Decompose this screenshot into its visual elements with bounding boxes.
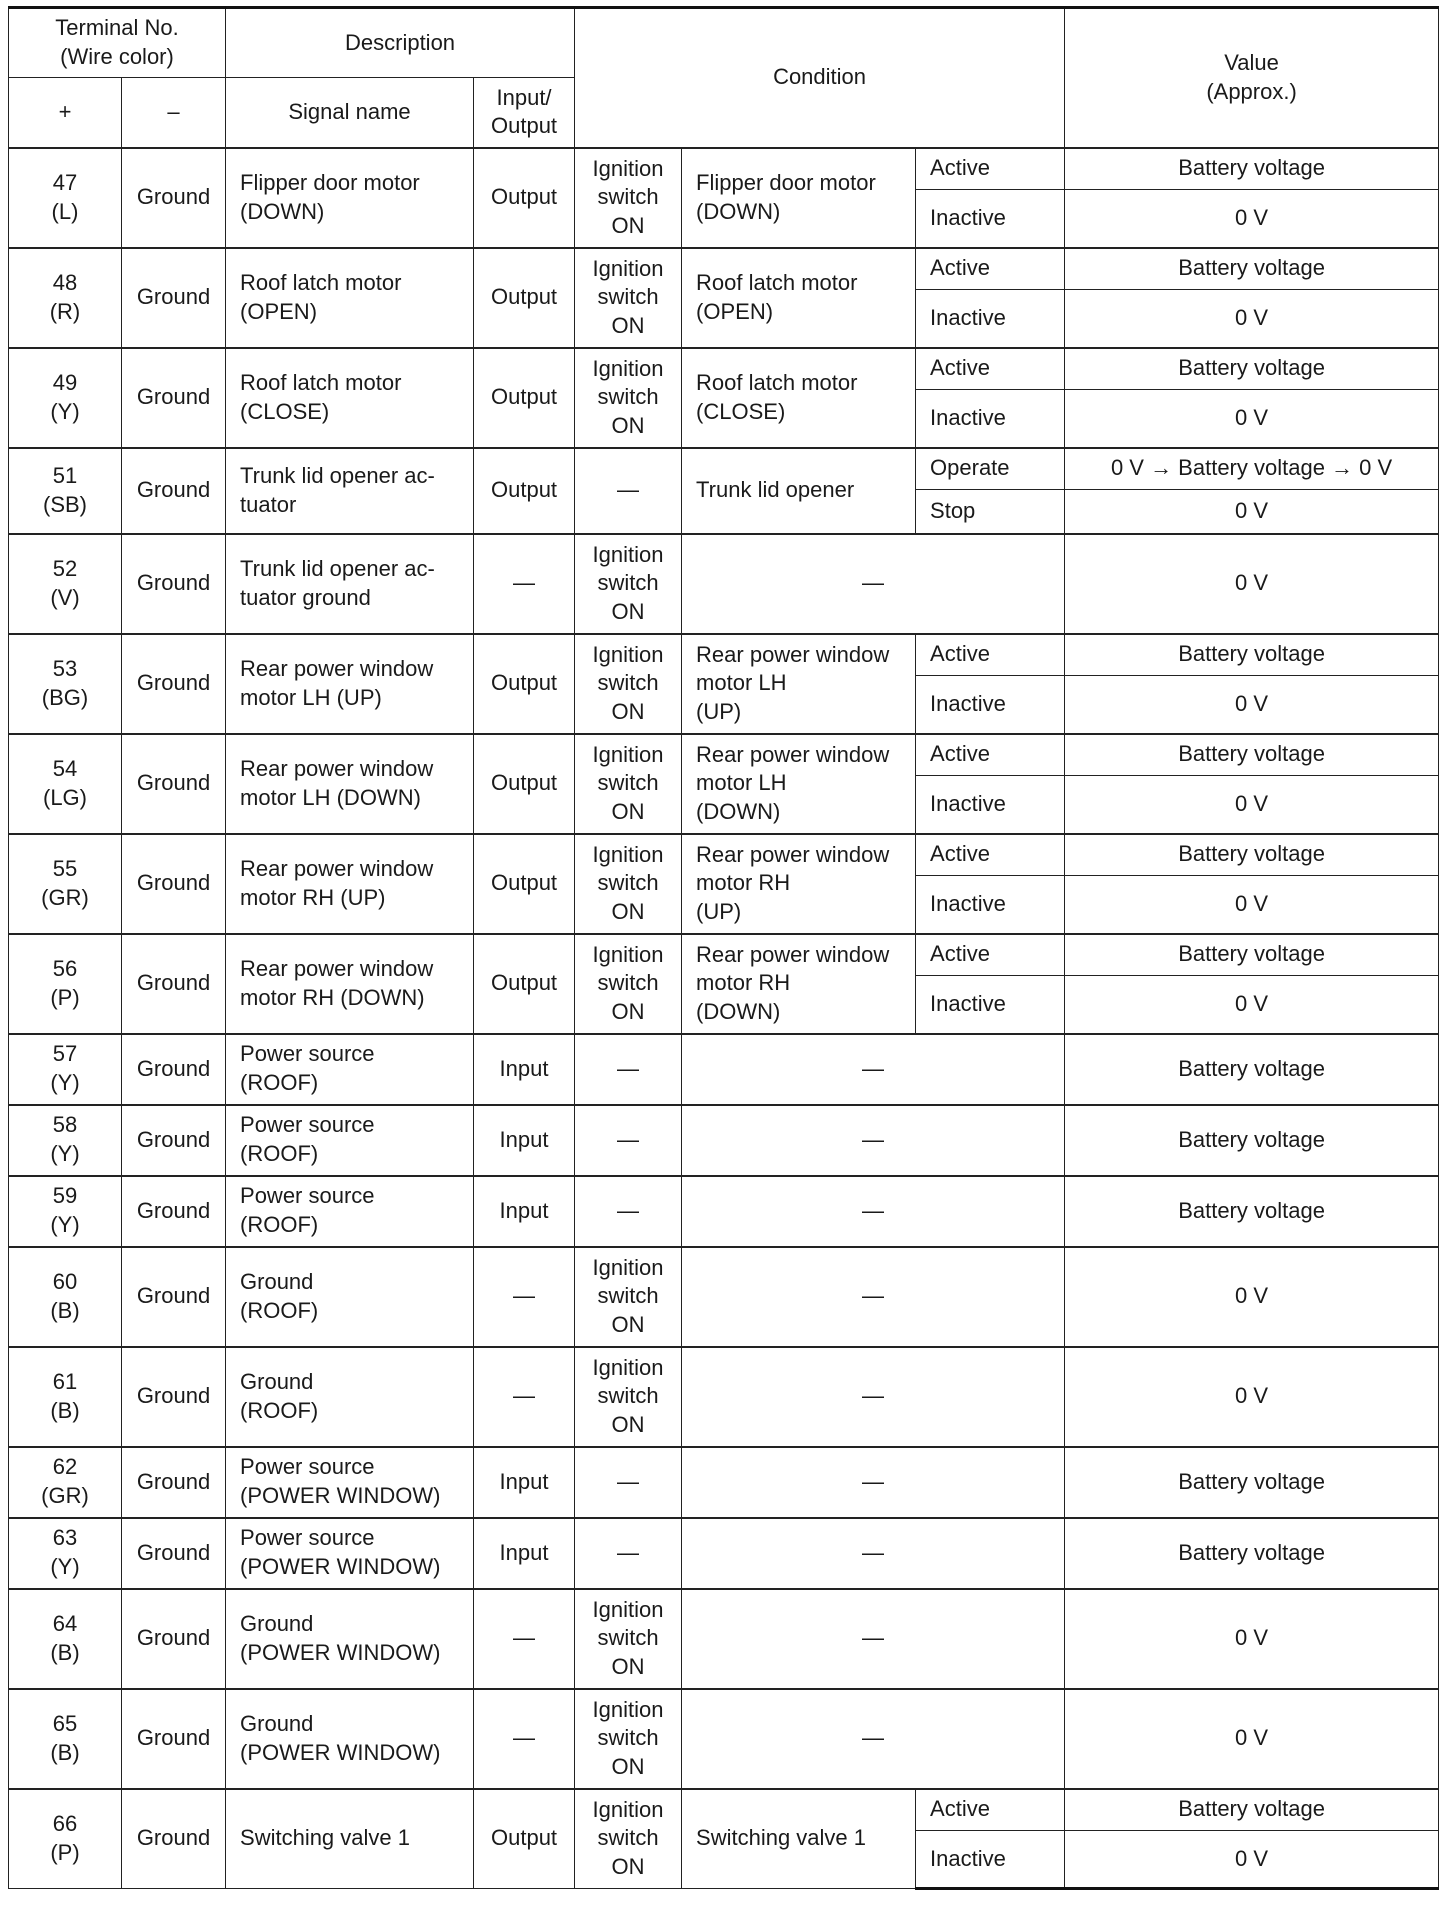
terminal-header: Terminal No. (Wire color) [9,8,226,78]
terminal-cell: 56 (P) [9,934,122,1034]
condition-detail-cell: Flipper door motor (DOWN) [682,148,916,248]
value-cell: 0 V [1065,1347,1439,1447]
terminal-cell: 65 (B) [9,1689,122,1789]
condition-cell: Ignition switch ON [575,934,682,1034]
condition-detail-cell: Rear power window motor LH (DOWN) [682,734,916,834]
io-cell: Output [474,834,575,934]
condition-cell: — [575,1447,682,1518]
ground-cell: Ground [122,634,226,734]
io-cell: Output [474,248,575,348]
ground-cell: Ground [122,1789,226,1889]
value-cell: Battery voltage [1065,248,1439,290]
ground-cell: Ground [122,934,226,1034]
io-cell: Input [474,1105,575,1176]
value-cell: 0 V [1065,390,1439,448]
state-cell: Active [916,348,1065,390]
table-row [9,1347,1439,1447]
signal-name-cell: Rear power window motor LH (DOWN) [226,734,474,834]
value-cell: 0 V [1065,776,1439,834]
io-cell: — [474,1247,575,1347]
value-cell: 0 V [1065,190,1439,248]
value-cell: Battery voltage [1065,934,1439,976]
terminal-cell: 61 (B) [9,1347,122,1447]
ground-cell: Ground [122,1589,226,1689]
terminal-cell: 47 (L) [9,148,122,248]
io-cell: Input [474,1447,575,1518]
io-cell: Input [474,1518,575,1589]
signal-name-cell: Rear power window motor RH (UP) [226,834,474,934]
condition-detail-cell: Rear power window motor RH (DOWN) [682,934,916,1034]
value-header: Value (Approx.) [1065,8,1439,148]
ground-cell: Ground [122,1347,226,1447]
condition-detail-cell: — [682,1518,1065,1589]
condition-cell: Ignition switch ON [575,734,682,834]
description-header: Description [226,8,575,78]
io-cell: Output [474,448,575,534]
condition-cell: Ignition switch ON [575,1247,682,1347]
condition-detail-cell: — [682,1105,1065,1176]
terminal-cell: 64 (B) [9,1589,122,1689]
terminal-cell: 55 (GR) [9,834,122,934]
table-row [9,448,1439,490]
value-cell: Battery voltage [1065,834,1439,876]
signal-name-cell: Roof latch motor (OPEN) [226,248,474,348]
table-row [9,634,1439,676]
condition-cell: Ignition switch ON [575,1347,682,1447]
table-row [9,248,1439,290]
value-cell: 0 V [1065,290,1439,348]
table-row [9,534,1439,634]
io-cell: Input [474,1034,575,1105]
ground-cell: Ground [122,534,226,634]
terminal-cell: 51 (SB) [9,448,122,534]
state-cell: Inactive [916,876,1065,934]
signal-name-cell: Power source (POWER WINDOW) [226,1518,474,1589]
signal-name-cell: Switching valve 1 [226,1789,474,1889]
condition-cell: — [575,1034,682,1105]
signal-name-cell: Rear power window motor RH (DOWN) [226,934,474,1034]
state-cell: Operate [916,448,1065,490]
ground-cell: Ground [122,1105,226,1176]
table-row [9,1176,1439,1247]
state-cell: Active [916,934,1065,976]
state-cell: Inactive [916,190,1065,248]
signal-name-cell: Roof latch motor (CLOSE) [226,348,474,448]
io-cell: Input [474,1176,575,1247]
io-cell: — [474,1689,575,1789]
signal-name-cell: Power source (POWER WINDOW) [226,1447,474,1518]
table-row [9,1247,1439,1347]
ground-cell: Ground [122,734,226,834]
ground-cell: Ground [122,348,226,448]
ground-cell: Ground [122,448,226,534]
state-cell: Inactive [916,676,1065,734]
value-cell: 0 V → Battery voltage → 0 V [1065,448,1439,490]
condition-cell: — [575,1176,682,1247]
state-cell: Active [916,634,1065,676]
state-cell: Inactive [916,390,1065,448]
terminal-cell: 59 (Y) [9,1176,122,1247]
terminal-cell: 53 (BG) [9,634,122,734]
condition-detail-cell: — [682,1447,1065,1518]
condition-detail-cell: — [682,1689,1065,1789]
io-cell: Output [474,734,575,834]
io-cell: Output [474,934,575,1034]
terminal-cell: 58 (Y) [9,1105,122,1176]
value-cell: 0 V [1065,676,1439,734]
condition-cell: Ignition switch ON [575,534,682,634]
table-row [9,1789,1439,1831]
ground-cell: Ground [122,1247,226,1347]
terminal-cell: 66 (P) [9,1789,122,1889]
value-cell: Battery voltage [1065,1034,1439,1105]
condition-detail-cell: — [682,1347,1065,1447]
io-cell: Output [474,1789,575,1889]
terminal-cell: 63 (Y) [9,1518,122,1589]
signal-name-cell: Flipper door motor (DOWN) [226,148,474,248]
condition-cell: Ignition switch ON [575,634,682,734]
signal-name-cell: Power source (ROOF) [226,1034,474,1105]
signal-name-cell: Power source (ROOF) [226,1105,474,1176]
minus-header: – [122,78,226,148]
value-cell: Battery voltage [1065,1447,1439,1518]
io-cell: — [474,1347,575,1447]
value-cell: 0 V [1065,1831,1439,1889]
ground-cell: Ground [122,1447,226,1518]
signal-name-cell: Power source (ROOF) [226,1176,474,1247]
table-row [9,734,1439,776]
state-cell: Active [916,834,1065,876]
io-cell: Output [474,348,575,448]
ground-cell: Ground [122,148,226,248]
value-cell: 0 V [1065,534,1439,634]
terminal-cell: 49 (Y) [9,348,122,448]
state-cell: Inactive [916,976,1065,1034]
signal-name-cell: Ground (ROOF) [226,1347,474,1447]
ground-cell: Ground [122,834,226,934]
table-row [9,1589,1439,1689]
condition-detail-cell: Rear power window motor RH (UP) [682,834,916,934]
state-cell: Stop [916,490,1065,534]
state-cell: Active [916,248,1065,290]
plus-header: + [9,78,122,148]
signal-name-header: Signal name [226,78,474,148]
value-cell: Battery voltage [1065,348,1439,390]
value-cell: Battery voltage [1065,148,1439,190]
terminal-table [8,6,1439,1890]
value-cell: Battery voltage [1065,634,1439,676]
table-row [9,1689,1439,1789]
ground-cell: Ground [122,1176,226,1247]
condition-cell: Ignition switch ON [575,1589,682,1689]
condition-cell: Ignition switch ON [575,1689,682,1789]
terminal-cell: 48 (R) [9,248,122,348]
signal-name-cell: Trunk lid opener ac- tuator ground [226,534,474,634]
table-row [9,834,1439,876]
condition-detail-cell: Trunk lid opener [682,448,916,534]
value-cell: 0 V [1065,1247,1439,1347]
terminal-cell: 57 (Y) [9,1034,122,1105]
terminal-cell: 60 (B) [9,1247,122,1347]
condition-detail-cell: — [682,534,1065,634]
terminal-cell: 54 (LG) [9,734,122,834]
value-cell: 0 V [1065,976,1439,1034]
condition-detail-cell: Roof latch motor (CLOSE) [682,348,916,448]
table-body [9,148,1439,1889]
condition-detail-cell: Rear power window motor LH (UP) [682,634,916,734]
io-header: Input/ Output [474,78,575,148]
value-cell: Battery voltage [1065,1176,1439,1247]
table-row [9,148,1439,190]
condition-header: Condition [575,8,1065,148]
signal-name-cell: Rear power window motor LH (UP) [226,634,474,734]
value-cell: Battery voltage [1065,734,1439,776]
ground-cell: Ground [122,1518,226,1589]
condition-cell: Ignition switch ON [575,248,682,348]
terminal-cell: 62 (GR) [9,1447,122,1518]
signal-name-cell: Ground (POWER WINDOW) [226,1589,474,1689]
state-cell: Inactive [916,776,1065,834]
table-row [9,934,1439,976]
condition-cell: Ignition switch ON [575,148,682,248]
state-cell: Inactive [916,290,1065,348]
io-cell: — [474,534,575,634]
condition-detail-cell: Roof latch motor (OPEN) [682,248,916,348]
signal-name-cell: Trunk lid opener ac- tuator [226,448,474,534]
signal-name-cell: Ground (ROOF) [226,1247,474,1347]
condition-detail-cell: Switching valve 1 [682,1789,916,1889]
table-row [9,1518,1439,1589]
ground-cell: Ground [122,1689,226,1789]
condition-detail-cell: — [682,1176,1065,1247]
condition-cell: Ignition switch ON [575,348,682,448]
terminal-cell: 52 (V) [9,534,122,634]
value-cell: Battery voltage [1065,1789,1439,1831]
table-row [9,348,1439,390]
value-cell: 0 V [1065,876,1439,934]
condition-detail-cell: — [682,1034,1065,1105]
state-cell: Active [916,1789,1065,1831]
state-cell: Inactive [916,1831,1065,1889]
condition-cell: — [575,448,682,534]
io-cell: — [474,1589,575,1689]
signal-name-cell: Ground (POWER WINDOW) [226,1689,474,1789]
ground-cell: Ground [122,248,226,348]
condition-detail-cell: — [682,1247,1065,1347]
condition-cell: — [575,1518,682,1589]
condition-cell: Ignition switch ON [575,1789,682,1889]
value-cell: 0 V [1065,1589,1439,1689]
io-cell: Output [474,148,575,248]
state-cell: Active [916,148,1065,190]
table-row [9,1034,1439,1105]
value-cell: Battery voltage [1065,1105,1439,1176]
value-cell: Battery voltage [1065,1518,1439,1589]
value-cell: 0 V [1065,490,1439,534]
table-row [9,1105,1439,1176]
condition-cell: — [575,1105,682,1176]
condition-cell: Ignition switch ON [575,834,682,934]
ground-cell: Ground [122,1034,226,1105]
table-row [9,1447,1439,1518]
value-cell: 0 V [1065,1689,1439,1789]
condition-detail-cell: — [682,1589,1065,1689]
state-cell: Active [916,734,1065,776]
io-cell: Output [474,634,575,734]
